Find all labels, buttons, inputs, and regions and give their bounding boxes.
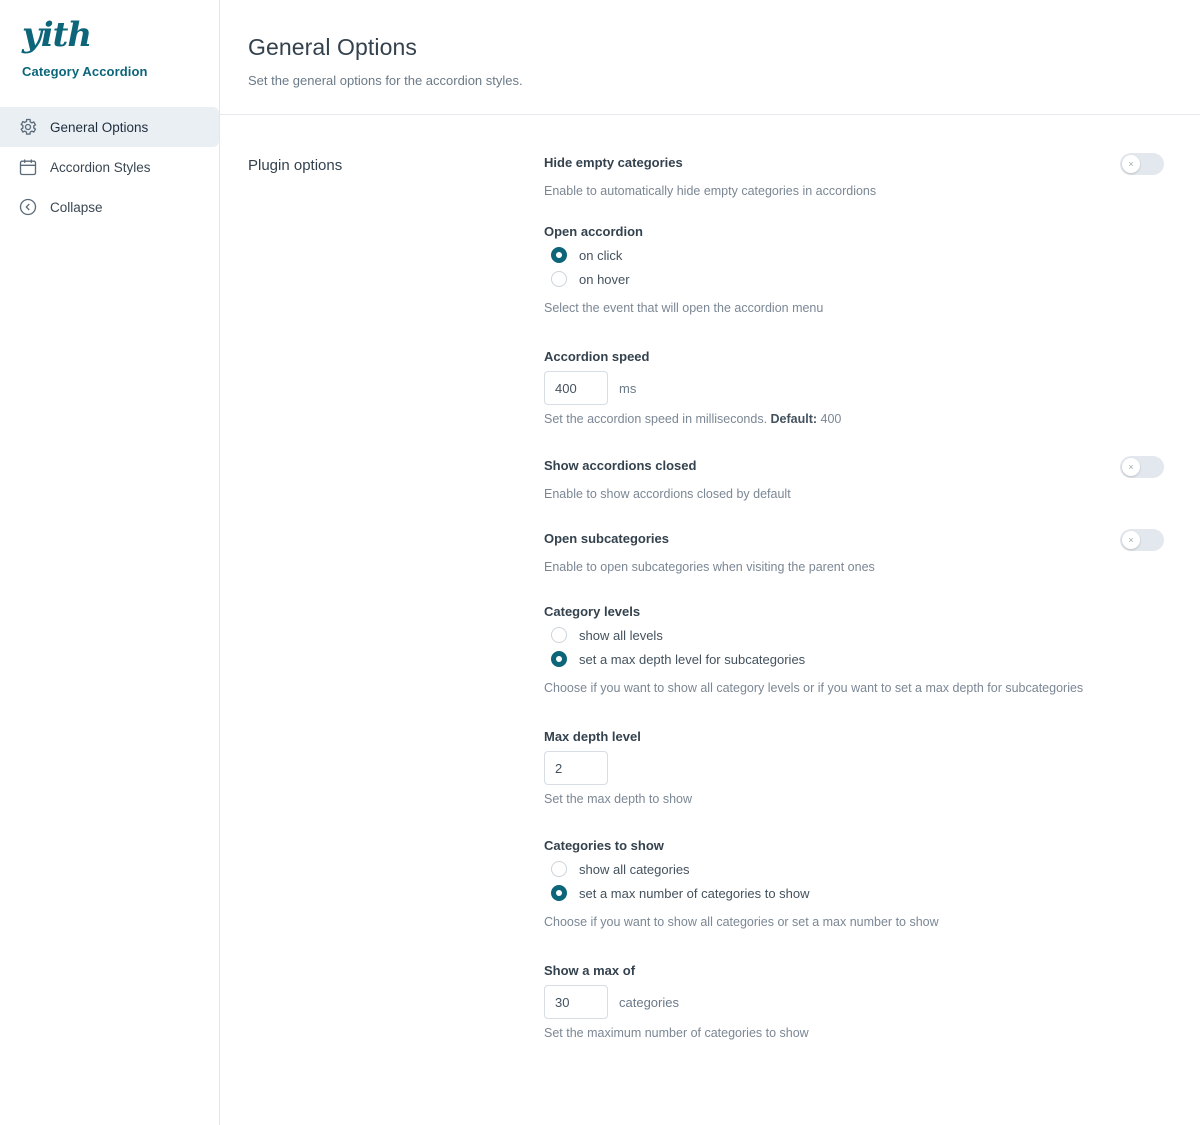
field-open-subcategories — [544, 531, 1164, 574]
page-header — [220, 0, 1200, 115]
field-description: Enable to automatically hide empty categories in accordions — [544, 184, 877, 198]
toggle-knob-close-icon: × — [1122, 531, 1140, 549]
field-max-depth-level — [544, 729, 1164, 806]
options-fields — [544, 155, 1164, 1066]
radio-button[interactable] — [551, 651, 567, 667]
radio-label: on hover — [579, 271, 630, 287]
field-title: Open subcategories — [544, 531, 669, 546]
field-show-accordions-closed — [544, 458, 1164, 501]
desc-post: 400 — [817, 412, 842, 426]
desc-default-label: Default: — [770, 412, 818, 426]
radio-option-max-depth-level[interactable] — [551, 651, 1164, 667]
gear-icon — [18, 117, 38, 137]
radio-button[interactable] — [551, 627, 567, 643]
yith-logo-text: yith — [22, 15, 92, 55]
max-depth-level-input[interactable] — [544, 751, 608, 785]
toggle-knob-close-icon: × — [1122, 155, 1140, 173]
sidebar-item-general-options[interactable] — [0, 107, 219, 147]
toggle-knob-close-icon: × — [1122, 458, 1140, 476]
field-categories-to-show — [544, 838, 1164, 929]
radio-button[interactable] — [551, 885, 567, 901]
field-title: Open accordion — [544, 224, 643, 239]
show-max-of-input[interactable] — [544, 985, 608, 1019]
field-title: Category levels — [544, 604, 641, 619]
page-title: General Options — [248, 34, 417, 60]
field-show-a-max-of — [544, 963, 1164, 1040]
radio-option-show-all-levels[interactable] — [551, 627, 1164, 643]
radio-label: on click — [579, 247, 623, 263]
radio-label: set a max depth level for subcategories — [579, 651, 806, 667]
open-subcategories-toggle[interactable] — [1120, 529, 1164, 551]
radio-option-on-hover[interactable] — [551, 271, 1164, 287]
radio-button[interactable] — [551, 271, 567, 287]
radio-label: show all levels — [579, 627, 663, 643]
main-content — [220, 0, 1200, 1125]
radio-option-max-number-categories[interactable] — [551, 885, 1164, 901]
sidebar-item-label: Collapse — [50, 199, 103, 215]
field-description: Choose if you want to show all categories or set a max number to show — [544, 915, 939, 929]
calendar-icon — [18, 157, 38, 177]
field-description — [544, 412, 1164, 426]
radio-option-on-click[interactable] — [551, 247, 1164, 263]
radio-option-show-all-categories[interactable] — [551, 861, 1164, 877]
field-title: Show a max of — [544, 963, 636, 978]
sidebar-item-label: General Options — [50, 119, 149, 135]
field-open-accordion — [544, 224, 1164, 315]
page-subtitle: Set the general options for the accordion styles. — [248, 73, 523, 88]
show-accordions-closed-toggle[interactable] — [1120, 456, 1164, 478]
field-category-levels — [544, 604, 1164, 695]
radio-button[interactable] — [551, 247, 567, 263]
radio-label: show all categories — [579, 861, 690, 877]
field-description: Select the event that will open the accordion menu — [544, 301, 824, 315]
accordion-speed-unit: ms — [619, 380, 637, 396]
accordion-speed-input[interactable] — [544, 371, 608, 405]
sidebar-nav — [0, 107, 219, 227]
field-description: Enable to open subcategories when visiting the parent ones — [544, 560, 875, 574]
field-title: Accordion speed — [544, 349, 650, 364]
field-description: Enable to show accordions closed by default — [544, 487, 791, 501]
field-description: Set the maximum number of categories to show — [544, 1026, 809, 1040]
radio-label: set a max number of categories to show — [579, 885, 810, 901]
desc-pre: Set the accordion speed in milliseconds. — [544, 412, 771, 426]
field-description: Set the max depth to show — [544, 792, 693, 806]
hide-empty-categories-toggle[interactable] — [1120, 153, 1164, 175]
brand-logo — [0, 14, 219, 55]
plugin-name-label: Category Accordion — [22, 64, 148, 79]
field-hide-empty-categories — [544, 155, 1164, 198]
panel-section-label: Plugin options — [248, 157, 343, 174]
field-title: Hide empty categories — [544, 155, 683, 170]
radio-button[interactable] — [551, 861, 567, 877]
sidebar — [0, 0, 220, 1125]
field-title: Show accordions closed — [544, 458, 697, 473]
sidebar-item-label: Accordion Styles — [50, 159, 151, 175]
show-max-of-unit: categories — [619, 994, 679, 1010]
plugin-options-panel — [220, 115, 1200, 1086]
sidebar-item-accordion-styles[interactable] — [0, 147, 219, 187]
field-title: Max depth level — [544, 729, 641, 744]
sidebar-item-collapse[interactable] — [0, 187, 219, 227]
collapse-arrow-icon — [18, 197, 38, 217]
field-accordion-speed — [544, 349, 1164, 426]
field-description: Choose if you want to show all category levels or if you want to set a max depth for subcategories — [544, 681, 1084, 695]
field-title: Categories to show — [544, 838, 664, 853]
